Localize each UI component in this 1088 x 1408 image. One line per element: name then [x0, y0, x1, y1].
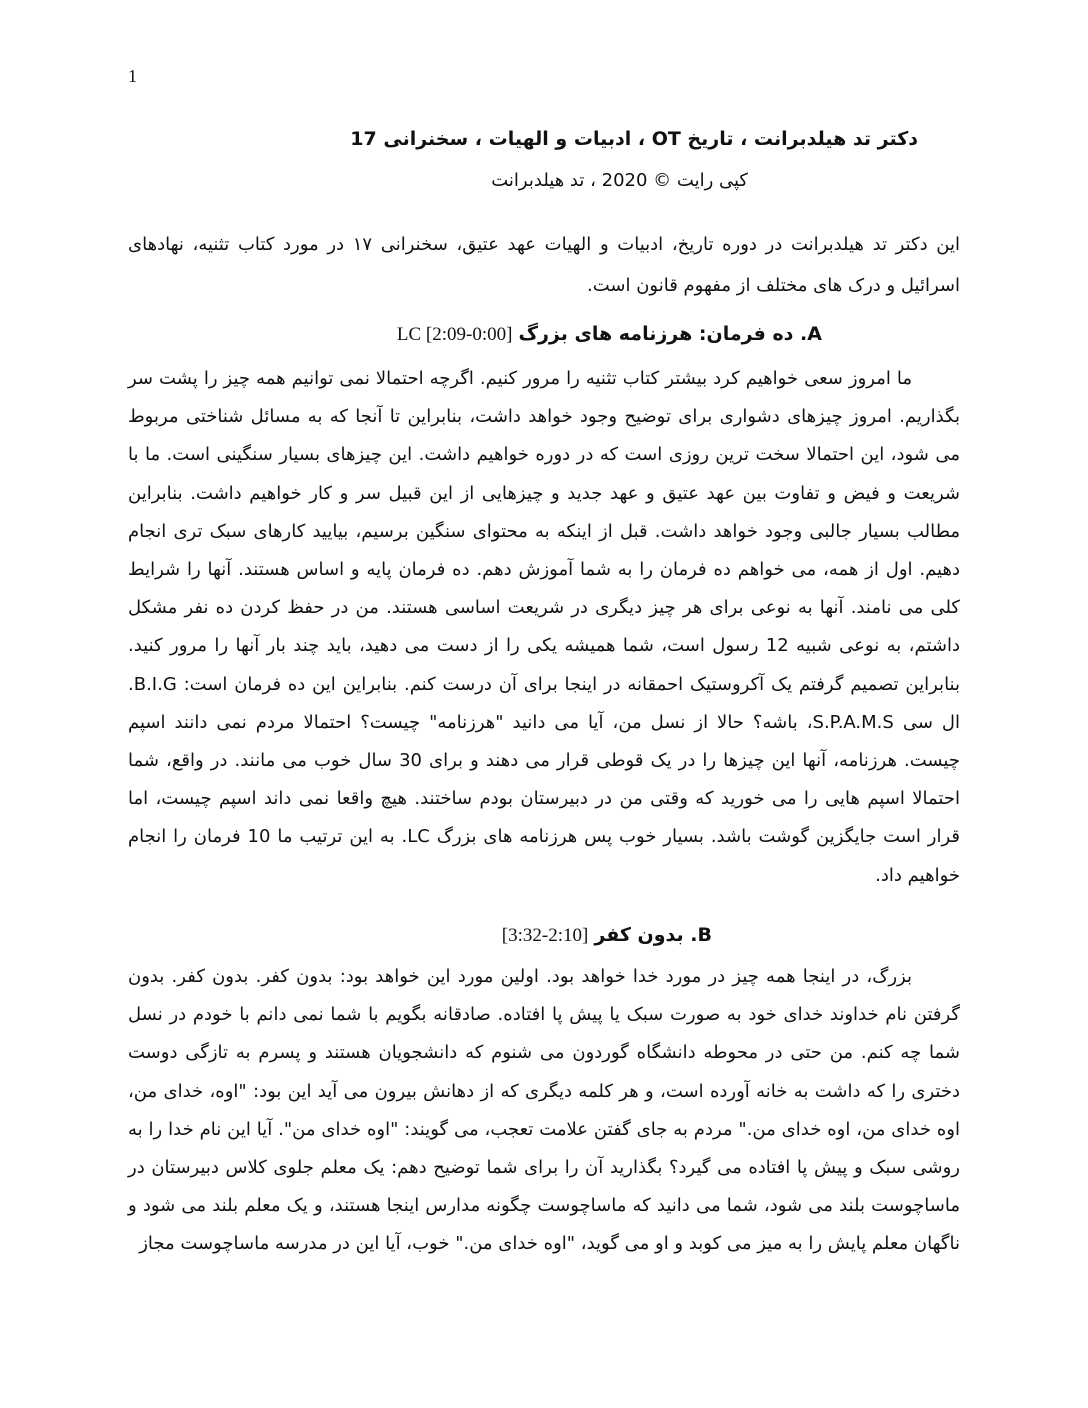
- document-title: دکتر تد هیلدبرانت ، تاریخ OT ، ادبیات و الهیات ، سخنرانی 17: [350, 128, 918, 150]
- section-a-timestamp: [0:00-2:09] LC: [396, 324, 513, 345]
- intro-paragraph: این دکتر تد هیلدبرانت در دوره تاریخ، ادبیات و الهیات عهد عتیق، سخنرانی ۱۷ در مورد کتاب تثنیه، نهادهای اسرائیل و درک های مختلف از مفهوم قانون است.: [128, 234, 960, 296]
- section-b-label: B. بدون کفر: [594, 924, 712, 946]
- page-number: 1: [128, 66, 137, 86]
- section-a-label: A. ده فرمان: هرزنامه های بزرگ: [518, 323, 822, 345]
- section-a-heading: [122, 323, 822, 346]
- section-b-body: بزرگ، در اینجا همه چیز در مورد خدا خواهد بود. اولین مورد این خواهد بود: بدون کفر. بدون کفر. بدون گرفتن نام خداوند خدای خود به صورت سبک یا پیش پا افتاده. صادقانه بگویم با شما نمی دانم با خودم در نسل شما چه کنم. من حتی در محوطه دانشگاه گوردون می شنوم که دانشجویان هستند و پسرم به تازگی دوست دختری را که داشت به خانه آورده است، و هر کلمه دیگری که از دهانش بیرون می آید این بود: "اوه، خدای من، اوه خدای من، اوه خدای من." مردم به جای گفتن علامت تعجب، می گویند: "اوه خدای من". آیا این نام خدا را به روشی سبک و پیش پا افتاده می گیرد؟ بگذارید آن را برای شما توضیح دهم: یک معلم جلوی کلاس دبیرستان در ماساچوست بلند می شود، شما می دانید که ماساچوست چگونه مدارس اینجا هستند، و یک معلم بلند می شود و ناگهان معلم پایش را به میز می کوبد و او می گوید، "اوه خدای من." خوب، آیا این در مدرسه ماساچوست مجاز: [128, 966, 960, 1255]
- section-a-body: ما امروز سعی خواهیم کرد بیشتر کتاب تثنیه را مرور کنیم. اگرچه احتمالا نمی توانیم همه چیز را پشت سر بگذاریم. امروز چیزهای دشواری برای توضیح وجود خواهد داشت، بنابراین تا آنجا که به مسائل شناختی مربوط می شود، این احتمالا سخت ترین روزی است که در دوره خواهیم داشت. این چیزهای بسیار سنگینی است. ما با شریعت و فیض و تفاوت بین عهد عتیق و عهد جدید و چیزهایی از این قبیل سر و کار خواهیم داشت. بنابراین مطالب بسیار جالبی وجود خواهد داشت. قبل از اینکه به محتوای سنگین برسیم، بیایید کارهای سبک تری انجام دهیم. اول از همه، می خواهم ده فرمان را به شما آموزش دهم. ده فرمان پایه و اساس هستند. آنها را شرایط کلی می نامند. آنها به نوعی برای هر چیز دیگری در شریعت اساسی هستند. من در حفظ کردن ده نفر مشکل داشتم، به نوعی شبیه 12 رسول است، شما همیشه یکی را از دست می دهید، باید چند بار آنها را مرور کنید. بنابراین تصمیم گرفتم یک آکروستیک احمقانه در اینجا برای آن درست کنم. بنابراین این ده فرمان است: B.I.G. ال سی S.P.A.M.S، باشه؟ حالا از نسل من، آیا می دانید "هرزنامه" چیست؟ احتمالا مردم نمی دانند اسپم چیست. هرزنامه، آنها این چیزها را در یک قوطی قرار می دهند و برای 30 سال خوب می مانند. در واقع، شما احتمالا اسپم هایی را می خورید که وقتی من در دبیرستان بودم ساختند. هیچ واقعا نمی داند اسپم چیست، اما قرار است جایگزین گوشت باشد. بسیار خوب پس هرزنامه های بزرگ LC. به این ترتیب ما 10 فرمان را انجام خواهیم داد.: [128, 368, 961, 886]
- section-b-timestamp: [2:10-3:32]: [501, 925, 589, 946]
- section-b-heading: [112, 924, 712, 947]
- copyright-line: کپی رایت © 2020 ، تد هیلدبرانت: [491, 170, 748, 191]
